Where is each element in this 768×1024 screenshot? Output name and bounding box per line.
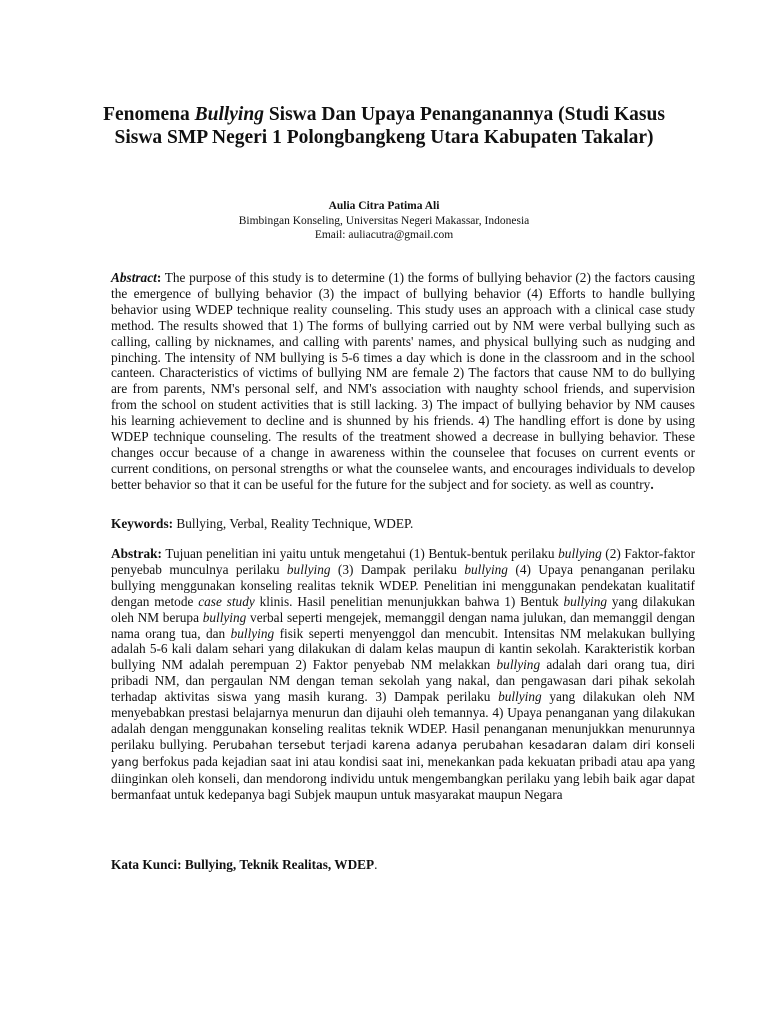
abstract-text: The purpose of this study is to determine (1) the forms of bullying behavior (2) the factors causing the emergence of bullying behavior (3) the impact of bullying behavior (4) Efforts to handle bullying behavior using WDEP technique reality counseling. This study uses an approach with a clinical case study method. The results showed that 1) The forms of bullying carried out by NM were verbal bullying such as calling, calling by nicknames, and calling with parents' names, and physical bullying such as nudging and pinching. The intensity of NM bullying is 5-6 times a day which is done in the classroom and in the school canteen. Characteristics of victims of bullying NM are female 2) The factors that cause NM to do bullying are from parents, NM's personal self, and NM's association with naughty school friends, and supervision from the school on student activities that is still lacking. 3) The impact of bullying behavior by NM causes his learning achievement to decline and is shunned by his friends. 4) The handling effort is done by using WDEP technique counseling. The results of the treatment showed a decrease in bullying behavior. These changes occur because of a change in awareness within the counselee that focuses on current events or current conditions, on personal strengths or what the counselee wants, and encourages individuals to develop better behavior so that it can be useful for the future for the subject and for society. as well as country [111,270,695,492]
author-block [100,199,668,243]
abstrak-term-8: bullying [496,657,541,673]
abstrak-text-1: Tujuan penelitian ini yaitu untuk mengetahui (1) Bentuk-bentuk perilaku [161,546,559,561]
abstrak-term-7: bullying [230,625,275,641]
abstrak-term-2: bullying [286,561,331,577]
abstract-english [111,270,695,493]
abstrak-text-10: yang dilakukan oleh NM menyebabkan prestasi belajarnya menurun dan dijauhi oleh temannya. 4) Upaya penanganan yang dilakukan adalah dengan menggunakan konseling realitas teknik WDEP. Hasil penanganan menunjukkan menurunnya perilaku bullying. [111,689,695,752]
abstrak-text-3: (3) Dampak perilaku [330,561,465,577]
title-italic: Bullying [194,104,264,125]
abstract-colon: : [156,270,162,285]
abstrak-sans-run: Perubahan tersebut terjadi karena adanya perubahan kesadaran dalam diri konseli yang [111,738,695,769]
abstrak-text-4: (4) Upaya penanganan perilaku bullying menggunakan konseling realitas teknik WDEP. Penelitian ini menggunakan pendekatan kualitatif dengan metode [111,561,695,609]
abstrak-text-9: adalah dari orang tua, diri pribadi NM, dan pergaulan NM dengan teman sekolah yang nakal, dan pengawasan dari pihak sekolah terhadap aktivitas siswa yang masih kurang. 3) Dampak perilaku [111,657,695,705]
abstrak-text-8: fisik seperti menyenggol dan mencubit. Intensitas NM melakukan bullying adalah 5-6 kali dalam sehari yang dilakukan di dalam kelas maupun di kantin sekolah. Karakteristik korban bullying NM adalah perempuan 2) Faktor penyebab NM melakkan [111,625,695,673]
abstrak-term-9: bullying [498,689,542,705]
keywords-english [111,516,695,532]
abstrak-term-1: bullying [558,546,602,561]
abstrak-term-4: case study [198,593,255,609]
keywords-text: Bullying, Verbal, Reality Technique, WDEP. [173,516,414,531]
author-email: Email: auliacutra@gmail.com [314,229,454,241]
abstrak-label: Abstrak: [111,546,162,561]
abstract-indonesian [111,546,695,803]
abstrak-text-2: (2) Faktor-faktor penyebab munculnya perilaku [111,546,696,577]
abstrak-text-11: berfokus pada kejadian saat ini atau kondisi saat ini, menekankan pada kekuatan pribadi atau apa yang diinginkan oleh konseli, dan mendorong individu untuk mengembangkan perilaku yang lebih baik agar dapat bermanfaat untuk kedepanya bagi Subjek maupun untuk masyarakat maupun Negara [111,753,695,802]
abstrak-text-5: klinis. Hasil penelitian menunjukkan bahwa 1) Bentuk [254,593,564,609]
abstrak-text-7: verbal seperti mengejek, memanggil dengan nama julukan, dan memanggil dengan nama orang tua, dan [111,609,695,641]
title-part1: Fenomena [103,104,195,125]
keywords-indonesian [111,857,695,873]
author-affiliation: Bimbingan Konseling, Universitas Negeri Makassar, Indonesia [238,214,530,227]
keywords-label: Keywords: [111,516,174,531]
abstrak-term-6: bullying [202,609,247,625]
kata-kunci-end: . [374,857,378,872]
title-part2: Siswa Dan Upaya Penanganannya (Studi Kasus Siswa SMP Negeri 1 Polongbangkeng Utara Kabupaten Takalar) [114,104,665,148]
paper-title [100,103,668,149]
kata-kunci-label: Kata Kunci: Bullying, Teknik Realitas, WDEP [111,857,375,872]
abstrak-text-6: yang dilakukan oleh NM berupa [111,593,695,625]
abstrak-term-5: bullying [563,593,608,609]
abstrak-term-3: bullying [464,561,508,577]
author-name: Aulia Citra Patima Ali [328,200,440,212]
abstract-end: . [650,476,654,492]
abstract-label: Abstract [111,270,157,285]
